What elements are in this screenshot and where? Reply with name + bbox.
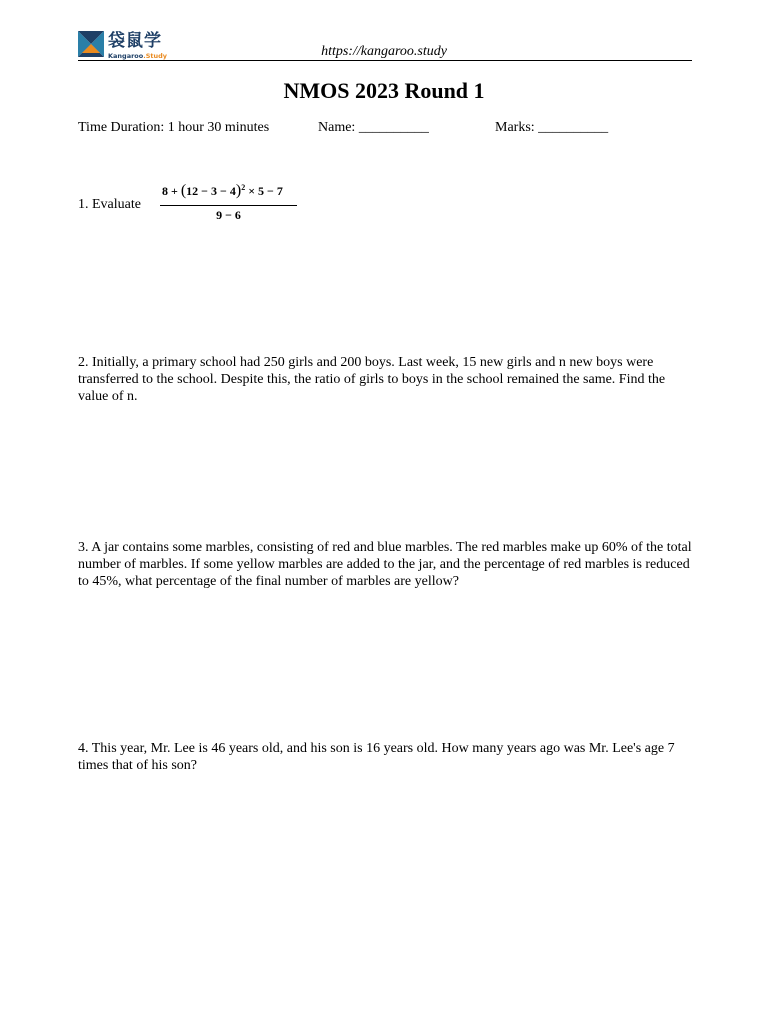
- question-1-denominator: 9 − 6: [216, 208, 241, 222]
- site-url[interactable]: https://kangaroo.study: [321, 44, 447, 59]
- numerator-part-b: 12 − 3 − 4: [186, 184, 236, 198]
- logo-english-text-b: .Study: [143, 52, 168, 60]
- question-2-text: 2. Initially, a primary school had 250 girls and 200 boys. Last week, 15 new girls and n new boys were transferred to the school. Despite this, the ratio of girls to boys in the school remained the same. Find the value of n.: [78, 355, 666, 404]
- close-paren: ): [235, 182, 242, 199]
- time-duration: Time Duration: 1 hour 30 minutes: [78, 120, 270, 135]
- question-3-text: 3. A jar contains some marbles, consisting of red and blue marbles. The red marbles make up 60% of the total number of marbles. If some yellow marbles are added to the jar, and the percentage of red marbles is reduced to 45%, what percentage of the final number of marbles are yellow?: [78, 540, 692, 589]
- numerator-part-a: 8 +: [162, 184, 181, 198]
- logo-chinese-text: 袋鼠学: [108, 31, 162, 51]
- open-paren: (: [180, 182, 187, 199]
- numerator-exponent: 2: [241, 183, 246, 192]
- marks-field: Marks: __________: [495, 120, 609, 135]
- question-4-text: 4. This year, Mr. Lee is 46 years old, and his son is 16 years old. How many years ago was Mr. Lee's age 7 times that of his son?: [78, 741, 675, 773]
- header-divider: [78, 60, 692, 61]
- page-title: NMOS 2023 Round 1: [283, 78, 485, 103]
- name-field: Name: __________: [318, 120, 429, 135]
- question-1-numerator: [162, 183, 283, 199]
- numerator-part-c: × 5 − 7: [245, 184, 283, 198]
- question-1-label: 1. Evaluate: [78, 197, 141, 212]
- logo-english-text-a: Kangaroo: [108, 52, 144, 60]
- fraction-bar: [160, 205, 297, 206]
